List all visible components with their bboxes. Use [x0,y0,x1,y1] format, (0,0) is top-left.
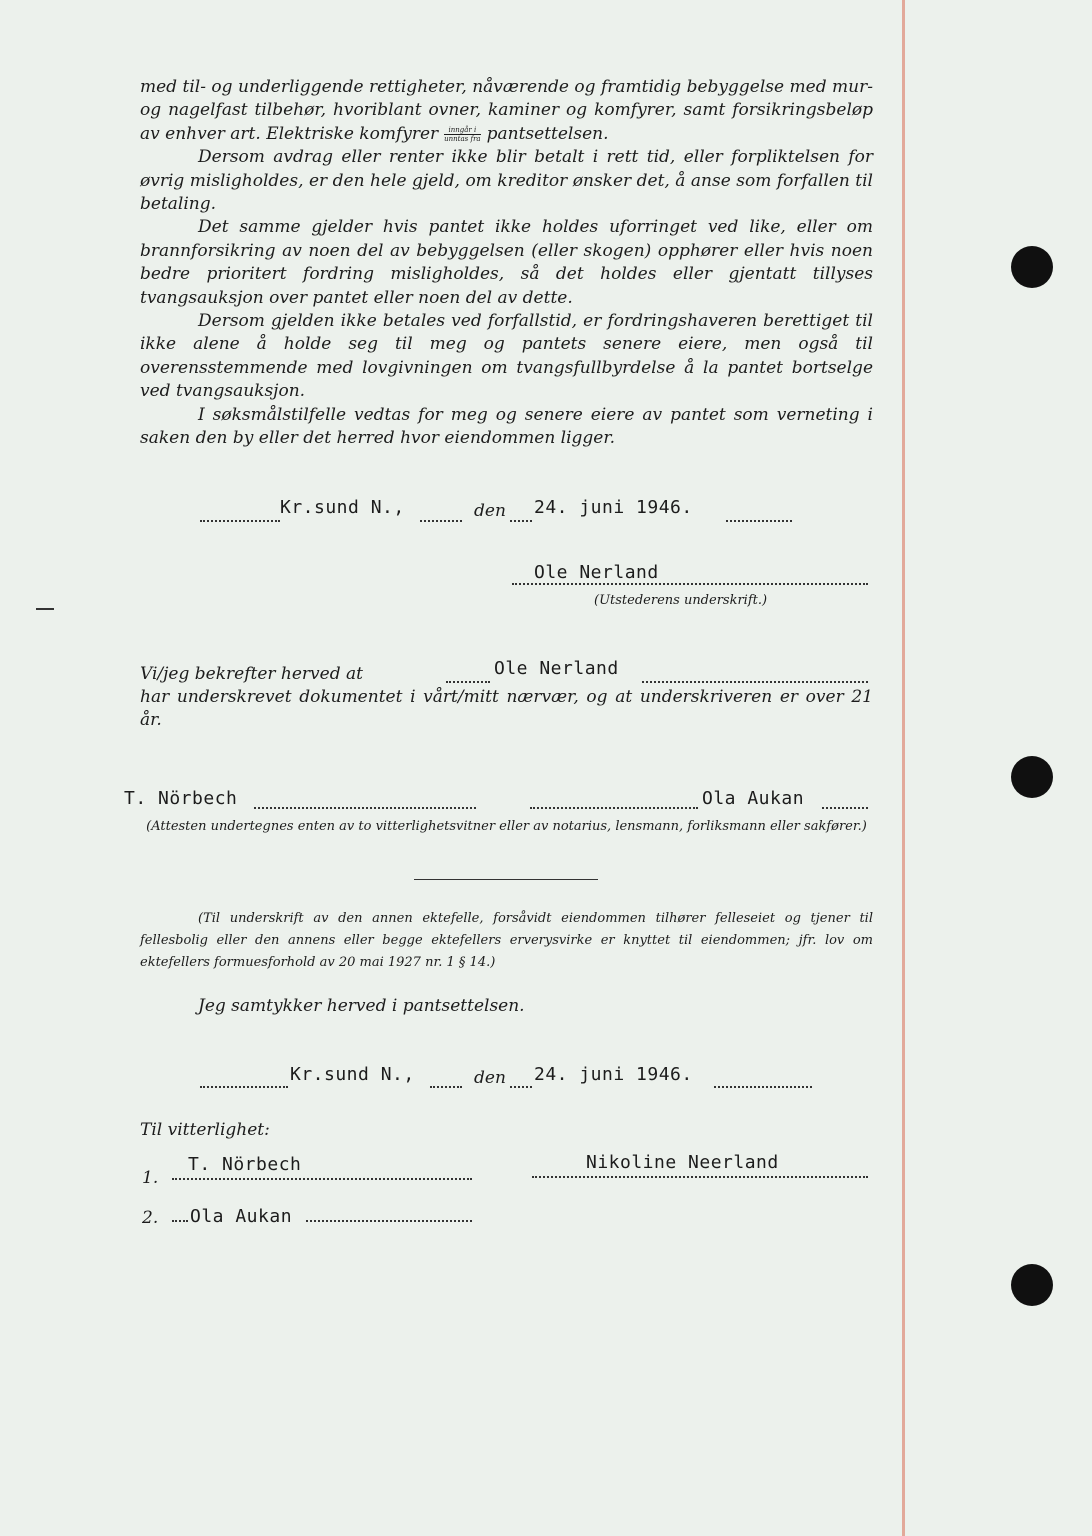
punch-hole [1011,246,1053,288]
dotted-line [200,520,280,522]
witness-number: 2. [142,1208,159,1228]
confirmation-text: har underskrevet dokumentet i vårt/mitt nærvær, og at underskriveren er over 21 år. [140,687,873,731]
consent-text: Jeg samtykker herved i pantsettelsen. [198,996,525,1016]
issuer-caption: (Utstederens underskrift.) [594,593,768,608]
punch-hole [1011,1264,1053,1306]
dotted-line [642,681,868,683]
dotted-line [420,520,462,522]
witness-2-signature: Ola Aukan [190,1206,293,1227]
witness-number: 1. [142,1168,159,1188]
paragraph-venue: I søksmålstilfelle vedtas for meg og senere eiere av pantet som verneting i saken den by eller det herred hvor eiendommen ligger. [140,404,873,449]
attest-note: (Attesten undertegnes enten av to vitterlighetsvitner eller av notarius, lensmann, forliksmann eller sakfører.) [146,819,867,834]
dotted-line [714,1086,812,1088]
margin-line [902,0,905,1536]
paragraph-enforcement: Dersom gjelden ikke betales ved forfallstid, er fordringshaveren berettiget til ikke alene å holde seg til meg og pantets senere eiere, men også til overensstemmende med lovgivningen om tvangsfullbyrdelse å la pantet bortselge ved tvangsauksjon. [140,311,873,402]
dotted-line [200,1086,288,1088]
margin-mark [36,608,54,610]
fraction-choice [444,126,480,143]
witness-line [172,1220,188,1222]
signature-line [532,1176,868,1178]
confirmation-prefix: Vi/jeg bekrefter herved at [140,664,363,684]
paragraph-text: pantsettelsen. [486,123,609,144]
dotted-line [446,681,490,683]
spouse-note: (Til underskrift av den annen ektefelle, forsåvidt eiendommen tilhører felleseiet og tjener til fellesbolig eller den annens eller begge ektefellers erverysvirke er knyttet til eiendommen; jfr. lov om ektefellers formuesforhold av 20 mai 1927 nr. 1 § 14.) [140,911,873,970]
issuer-signature: Ole Nerland [534,562,659,583]
witness-line [172,1178,472,1180]
witness-1-signature: T. Nörbech [124,788,238,809]
witness-line [306,1220,472,1222]
witness-line [254,807,476,809]
date-value: 24. juni 1946. [534,1064,693,1085]
confirmation-name: Ole Nerland [494,658,619,679]
den-label: den [474,1068,506,1088]
place-value: Kr.sund N., [290,1064,415,1085]
dotted-line [430,1086,462,1088]
paragraph-property [140,76,873,146]
witness-heading: Til vitterlighet: [140,1120,270,1140]
den-label: den [474,501,506,521]
paragraph-default: Dersom avdrag eller renter ikke blir betalt i rett tid, eller forpliktelsen for øvrig misligholdes, er den hele gjeld, om kreditor ønsker det, å anse som forfallen til betaling. [140,147,873,215]
witness-line [822,807,868,809]
witness-1-signature: T. Nörbech [188,1154,302,1175]
date-value: 24. juni 1946. [534,497,693,518]
dotted-line [726,520,792,522]
paragraph-maintenance: Det samme gjelder hvis pantet ikke holdes uforringet ved like, eller om brannforsikring av noen del av bebyggelsen (eller skogen) opphører eller hvis noen bedre prioritert fordring misligholdes, så det holdes eller gjentatt tillyses tvangsauksjon over pantet eller noen del av dette. [140,217,873,308]
fraction-bottom: unntas fra [444,134,481,143]
spouse-signature: Nikoline Neerland [586,1152,779,1173]
paragraph-text: med til- og underliggende rettigheter, nåværende og framtidig bebyggelse med mur- og nagelfast tilbehør, hvoriblant ovner, kaminer og komfyrer, samt forsikringsbeløp av enhver art. Elektriske komfyrer [140,77,873,144]
signature-line [512,583,868,585]
dotted-line [510,1086,532,1088]
mortgage-terms [140,76,873,451]
witness-line [530,807,698,809]
separator-rule [414,879,598,880]
dotted-line [510,520,532,522]
punch-hole [1011,756,1053,798]
witness-2-signature: Ola Aukan [702,788,805,809]
fraction-top: inngår i [444,126,480,135]
place-value: Kr.sund N., [280,497,405,518]
